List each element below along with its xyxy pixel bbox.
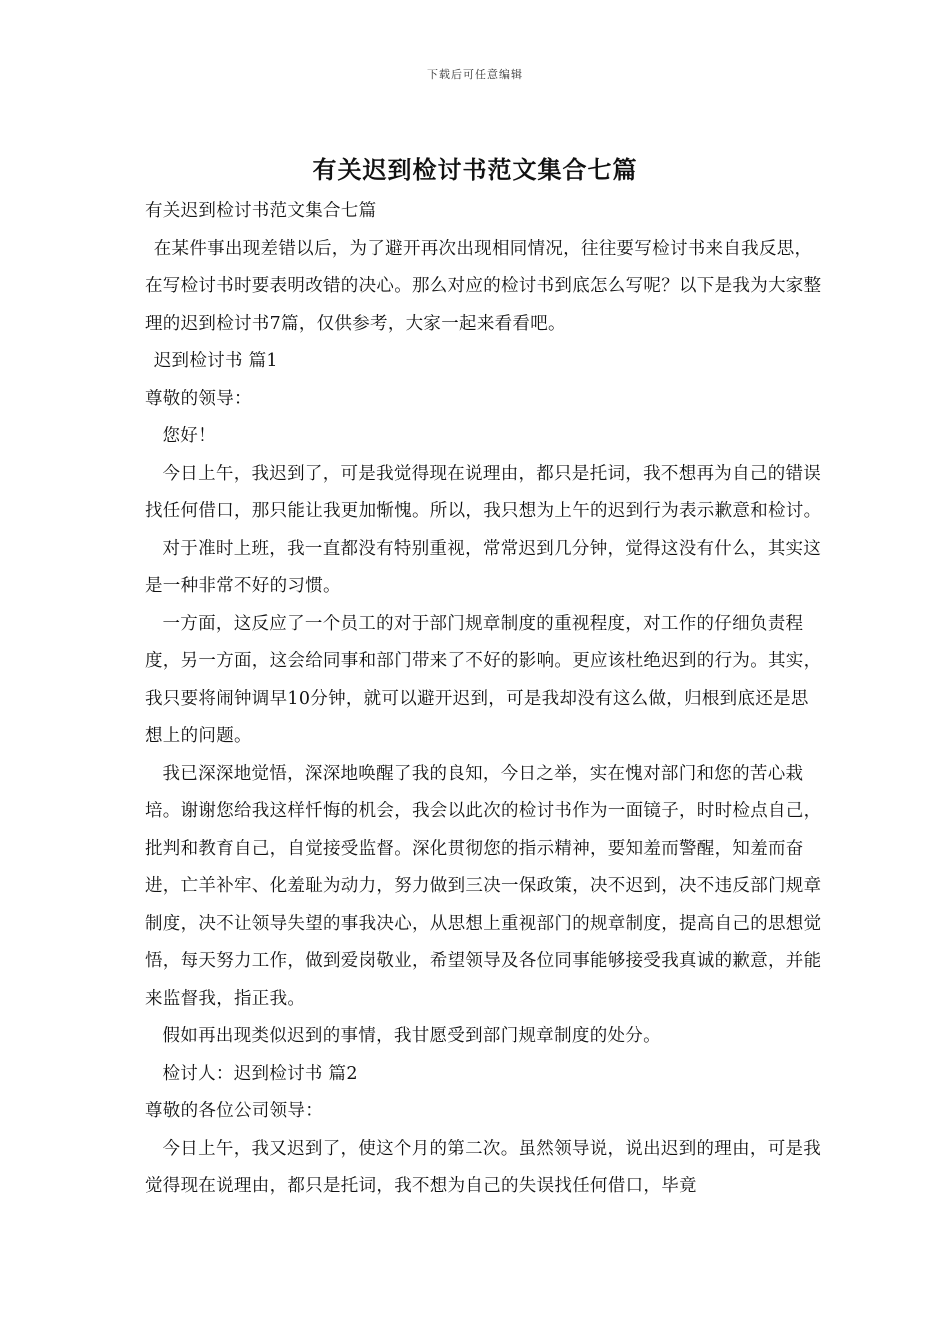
body-paragraph: 假如再出现类似迟到的事情，我甘愿受到部门规章制度的处分。 — [162, 1026, 661, 1046]
body-paragraph: 我已深深地觉悟，深深地唤醒了我的良知，今日之举，实在愧对部门和您的苦心栽培。谢谢您给我这样忏悔的机会，我会以此次的检讨书作为一面镜子，时时检点自己，批判和教育自己，自觉接受监督。深化贯彻您的指示精神，要知羞而警醒，知羞而奋进，亡羊补牢、化羞耻为动力，努力做到三决一保政策，决不迟到，决不违反部门规章制度，决不让领导失望的事我决心，从思想上重视部门的规章制度，提高自己的思想觉悟，每天努力工作，做到爱岗敬业，希望领导及各位同事能够接受我真诚的歉意，并能来监督我，指正我。 — [145, 763, 822, 1009]
greeting: 您好！ — [162, 426, 216, 446]
salutation: 尊敬的领导： — [145, 388, 252, 409]
salutation: 尊敬的各位公司领导： — [145, 1101, 323, 1121]
body-paragraph: 今日上午，我迟到了，可是我觉得现在说理由，都只是托词，我不想再为自己的错误找任何借口，那只能让我更加惭愧。所以，我只想为上午的迟到行为表示歉意和检讨。 — [145, 463, 822, 521]
body-paragraph: 一方面，这反应了一个员工的对于部门规章制度的重视程度，对工作的仔细负责程度，另一方面，这会给同事和部门带来了不好的影响。更应该杜绝迟到的行为。其实，我只要将闹钟调早10分钟，就可以避开迟到，可是我却没有这么做，归根到底还是思想上的问题。 — [145, 613, 822, 746]
header-note: 下载后可任意编辑 — [427, 68, 523, 81]
section-heading-1: 迟到检讨书 篇1 — [153, 351, 278, 371]
signature-and-section-heading-2: 检讨人：迟到检讨书 篇2 — [162, 1063, 358, 1084]
intro-paragraph: 在某件事出现差错以后，为了避开再次出现相同情况，往往要写检讨书来自我反思，在写检讨书时要表明改错的决心。那么对应的检讨书到底怎么写呢？以下是我为大家整理的迟到检讨书7篇，仅供参考，大家一起来看看吧。 — [145, 238, 822, 334]
body-paragraph: 今日上午，我又迟到了，使这个月的第二次。虽然领导说，说出迟到的理由，可是我觉得现在说理由，都只是托词，我不想为自己的失误找任何借口，毕竟 — [145, 1138, 822, 1196]
body-paragraph: 对于准时上班，我一直都没有特别重视，常常迟到几分钟，觉得这没有什么，其实这是一种非常不好的习惯。 — [145, 538, 822, 596]
document-title: 有关迟到检讨书范文集合七篇 — [312, 155, 638, 184]
subtitle-line: 有关迟到检讨书范文集合七篇 — [145, 201, 377, 221]
document-body — [145, 193, 825, 1206]
